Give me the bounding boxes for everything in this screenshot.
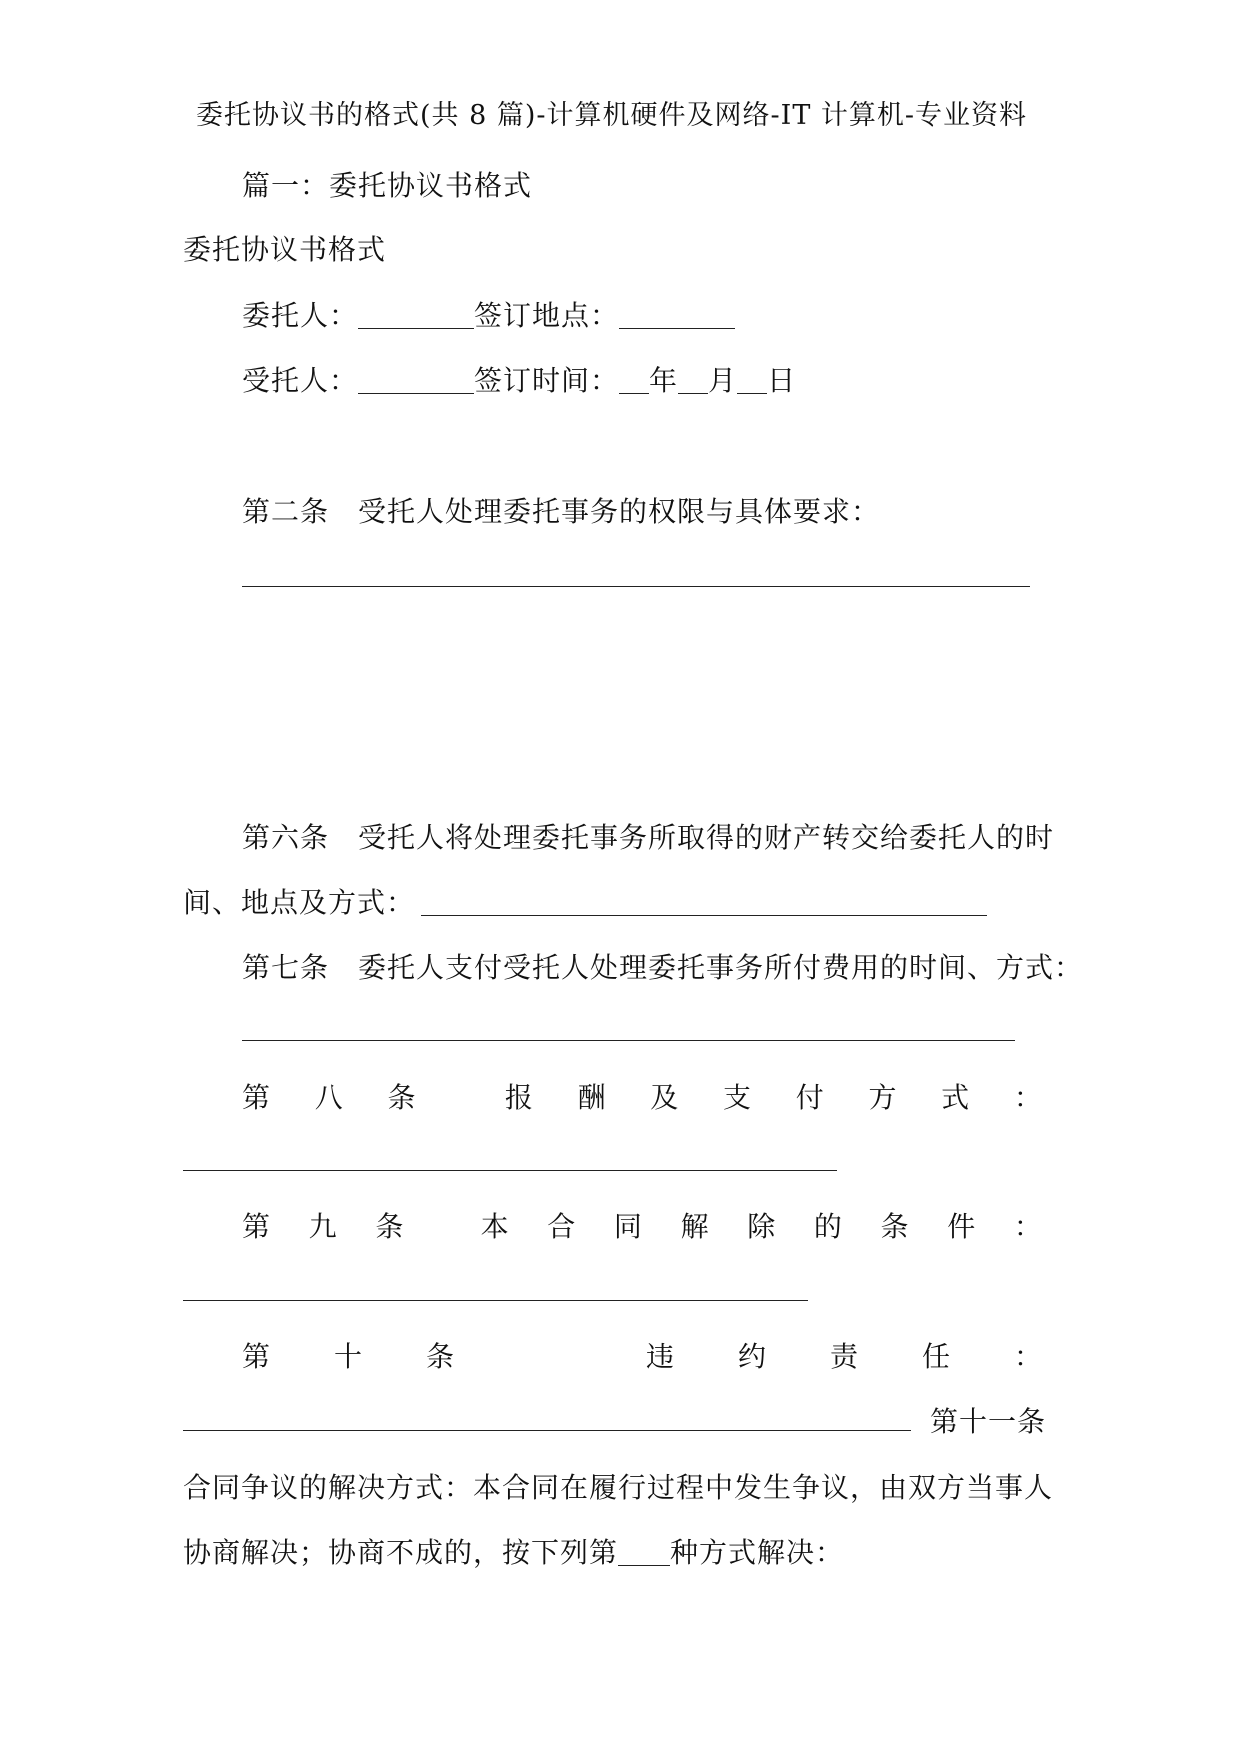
article-9-char: 条 — [375, 1210, 404, 1243]
month-blank — [678, 363, 708, 394]
day-label: 日 — [767, 364, 797, 397]
article-10-blank — [183, 1430, 911, 1431]
method-number-blank — [618, 1535, 670, 1566]
article-10-char: 责 — [829, 1340, 858, 1373]
article-9-char: ： — [1013, 1210, 1042, 1243]
article-8-char: 付 — [795, 1081, 824, 1114]
article-9 — [242, 1207, 1042, 1247]
article-9-char: 第 — [242, 1210, 271, 1243]
chapter-heading: 篇一：委托协议书格式 — [242, 169, 533, 202]
article-9-char: 本 — [480, 1210, 509, 1243]
agent-label: 受托人： — [242, 364, 359, 397]
article-6-blank — [421, 885, 987, 916]
article-10 — [242, 1337, 1042, 1377]
article-10-char: ： — [1013, 1340, 1042, 1373]
article-8-char: 酬 — [577, 1081, 606, 1114]
article-9-char: 合 — [547, 1210, 576, 1243]
sign-place-label: 签订地点： — [474, 299, 620, 332]
article-10-char: 条 — [426, 1340, 455, 1373]
article-11-heading: 第十一条 — [930, 1405, 1047, 1438]
article-11-text-a: 协商解决；协商不成的，按下列第 — [183, 1536, 619, 1569]
principal-line — [242, 296, 735, 336]
article-9-char: 的 — [813, 1210, 842, 1243]
article-9-char: 除 — [747, 1210, 776, 1243]
principal-blank — [358, 298, 474, 329]
sign-time-label: 签订时间： — [474, 364, 620, 397]
principal-label: 委托人： — [242, 299, 359, 332]
article-8-char: 及 — [650, 1081, 679, 1114]
article-9-char: 条 — [880, 1210, 909, 1243]
article-2-blank — [242, 586, 1030, 587]
section-heading: 委托协议书格式 — [183, 233, 387, 266]
article-10-char: 第 — [242, 1340, 271, 1373]
sign-place-blank — [619, 298, 735, 329]
article-7-blank — [242, 1040, 1015, 1041]
article-8-char: 式 — [941, 1081, 970, 1114]
agent-line — [242, 361, 796, 401]
month-label: 月 — [708, 364, 738, 397]
article-9-char: 九 — [308, 1210, 337, 1243]
day-blank — [737, 363, 767, 394]
year-blank — [619, 363, 649, 394]
article-8-char: ： — [1013, 1081, 1042, 1114]
article-6-line2 — [183, 883, 987, 923]
article-8 — [242, 1078, 1042, 1118]
article-6-line1: 第六条 受托人将处理委托事务所取得的财产转交给委托人的时 — [242, 821, 1055, 854]
article-8-char: 八 — [314, 1081, 343, 1114]
agent-blank — [358, 363, 474, 394]
article-11-line3 — [183, 1533, 844, 1573]
document-title: 委托协议书的格式(共 8 篇)-计算机硬件及网络-IT 计算机-专业资料 — [196, 100, 1028, 131]
article-6-label: 间、地点及方式： — [183, 886, 416, 919]
article-8-char: 报 — [504, 1081, 533, 1114]
article-11-line2: 合同争议的解决方式：本合同在履行过程中发生争议，由双方当事人 — [183, 1471, 1054, 1504]
article-10-char: 任 — [921, 1340, 950, 1373]
article-8-char: 第 — [242, 1081, 271, 1114]
article-11-text-b: 种方式解决： — [670, 1536, 845, 1569]
article-9-char: 件 — [947, 1210, 976, 1243]
article-9-char: 解 — [680, 1210, 709, 1243]
article-9-blank — [183, 1300, 808, 1301]
article-8-char: 支 — [723, 1081, 752, 1114]
article-8-char: 条 — [387, 1081, 416, 1114]
article-10-char: 违 — [645, 1340, 674, 1373]
year-label: 年 — [649, 364, 679, 397]
article-8-blank — [183, 1170, 837, 1171]
article-10-char: 十 — [334, 1340, 363, 1373]
article-7: 第七条 委托人支付受托人处理委托事务所付费用的时间、方式： — [242, 951, 1084, 984]
article-9-char: 同 — [613, 1210, 642, 1243]
article-10-char: 约 — [737, 1340, 766, 1373]
article-8-char: 方 — [868, 1081, 897, 1114]
article-2: 第二条 受托人处理委托事务的权限与具体要求： — [242, 495, 881, 528]
